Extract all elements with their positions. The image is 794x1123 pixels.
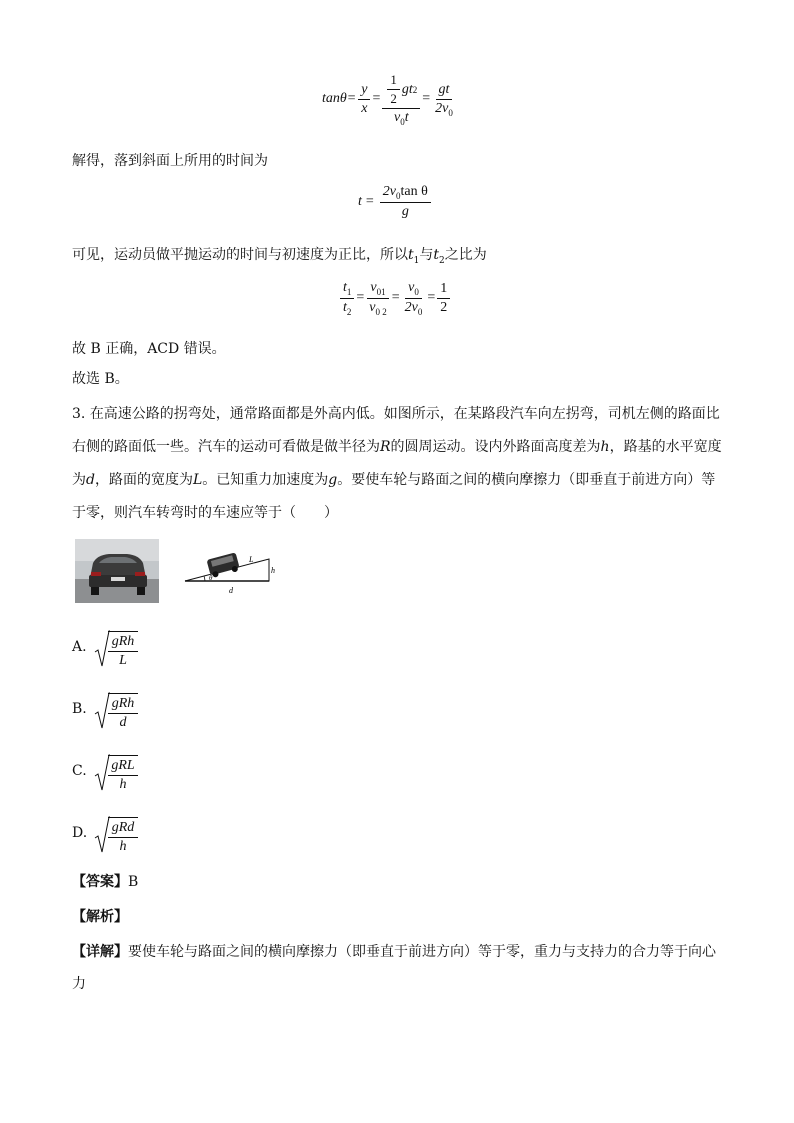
label-L: L <box>249 555 254 564</box>
eq1-y-over-x: $\frac{y}{x}$ <box>358 82 370 117</box>
detail-tag: 【详解】 <box>72 944 128 960</box>
eq1-half: $\frac{1}{2}$ <box>387 72 400 107</box>
question-3: 3. 在高速公路的拐弯处，通常路面都是外高内低。如图所示，在某路段汽车向左拐弯，司机左侧的路面比 右侧的路面低一些。汽车的运动可看做是做半径为R的圆周运动。设内外路面高度差为h，路基的水平宽度 为d，路面的宽度为L。已知重力加速度为g。要使车轮与路面之间的横向摩擦力（即垂直于前进方向）等 于零，则汽车转弯时的车速应等于（ ） <box>72 406 722 521</box>
answer-line <box>72 872 138 892</box>
equation-ratio: $\frac{t_1}{t_2}$ = $\frac{v_{01}}{v_{0 2}}$ = $\frac{v_0}{2v_0}$ = $\frac{1}{2}$ <box>338 280 452 317</box>
eq1-lhs: tanθ= <box>322 91 357 107</box>
label-d: d <box>229 586 233 595</box>
line-choose-b: 故选 B。 <box>72 371 129 387</box>
label-h: h <box>271 566 275 575</box>
answer-tag: 【答案】 <box>72 874 128 890</box>
equation-tan-theta: tanθ= $\frac{y}{x}$ = $\frac{1}{2}$ gt 2 $v_0t$ = $\frac{gt}{2v_0}$ <box>322 72 458 127</box>
equation-time: t = $\frac{2v_0\tan \theta}{g}$ <box>358 184 433 220</box>
detail-paragraph: 【详解】要使车轮与路面之间的横向摩擦力（即垂直于前进方向）等于零，重力与支持力的合力等于向心 力 <box>72 944 716 992</box>
road-incline-diagram <box>183 545 283 597</box>
line-b-correct: 故 B 正确，ACD 错误。 <box>72 341 226 357</box>
line-proportional: 可见，运动员做平抛运动的时间与初速度为正比，所以$t_1$与$t_2$之比为 <box>72 247 487 266</box>
eq1-gt-over-2v0: $\frac{gt}{2v_0}$ <box>435 81 453 118</box>
answer-value: B <box>128 874 139 890</box>
analysis-tag: 【解析】 <box>72 909 128 925</box>
car-photo <box>75 539 159 603</box>
label-theta: θ <box>209 574 213 582</box>
line-solve: 解得，落到斜面上所用的时间为 <box>72 153 268 169</box>
eq1-main-fraction: $\frac{1}{2}$ gt 2 $v_0t$ <box>382 72 420 127</box>
